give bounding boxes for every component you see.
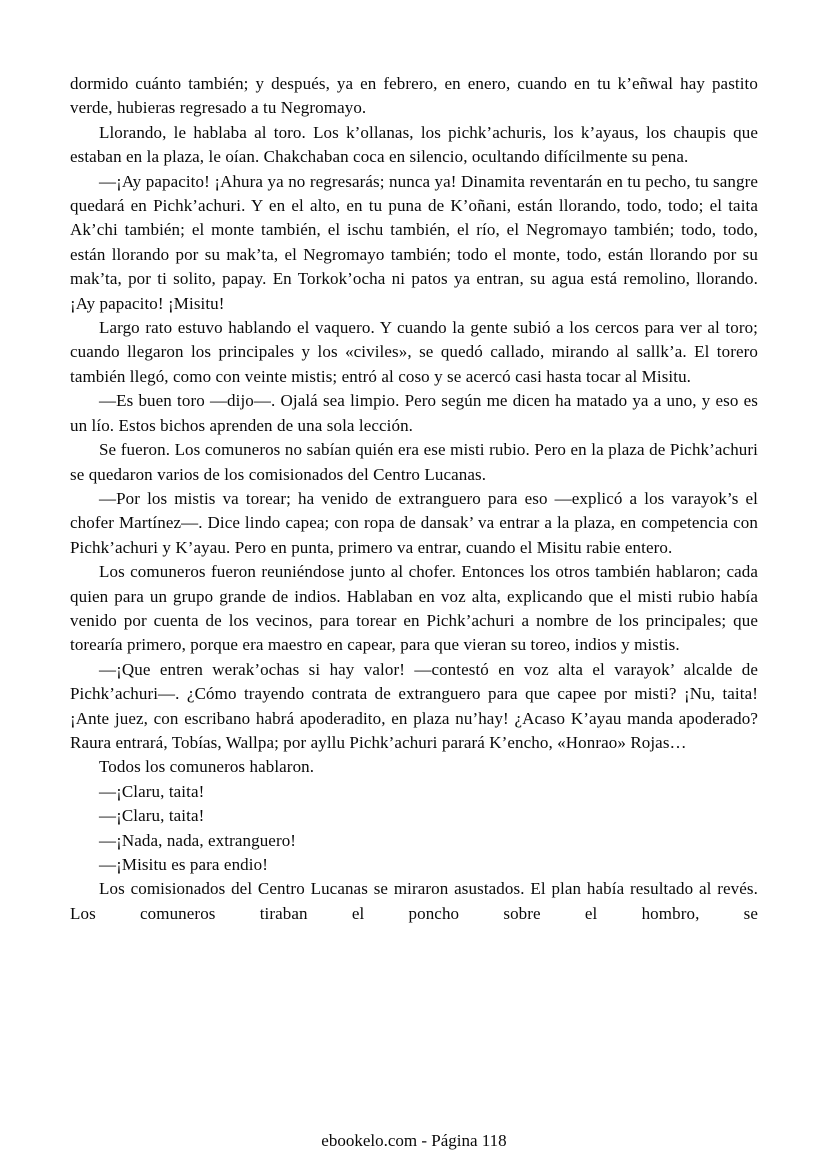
- paragraph: —¡Que entren werak’ochas si hay valor! —contestó en voz alta el varayok’ alcalde de Pichk’achuri—. ¿Cómo trayendo contrata de extranguero para que capee por misti? ¡Nu, taita! ¡Ante juez, con escribano habrá apoderadito, en plaza nu’hay! ¿Acaso K’ayau manda apoderado? Raura entrará, Tobías, Wallpa; por ayllu Pichk’achuri parará K’encho, «Honrao» Rojas…: [70, 659, 758, 752]
- paragraph: Todos los comuneros hablaron.: [99, 757, 315, 777]
- paragraph: —¡Ay papacito! ¡Ahura ya no regresarás; nunca ya! Dinamita reventarán en tu pecho, tu sangre quedará en Pichk’achuri. Y en el alto, en tu puna de K’oñani, están llorando, todo, todo; el taita Ak’chi también; el monte también, el ischu también, el río, el Negromayo también; todo, todo, están llorando por su mak’ta, el Negromayo también; todo el monte, todo, están llorando por su mak’ta, por ti solito, papay. En Torkok’ocha ni patos ya entran, su agua está remolino, llorando. ¡Ay papacito! ¡Misitu!: [70, 171, 758, 313]
- paragraph: Los comisionados del Centro Lucanas se miraron asustados. El plan había resultado al revés. Los comuneros tiraban el poncho sobre el hombro, se: [70, 879, 758, 923]
- paragraph: —¡Nada, nada, extranguero!: [99, 830, 297, 850]
- page-footer: ebookelo.com - Página 118: [321, 1131, 507, 1150]
- paragraph: —Por los mistis va torear; ha venido de extranguero para eso —explicó a los varayok’s el chofer Martínez—. Dice lindo capea; con ropa de dansak’ va entrar a la plaza, en competencia con Pichk’achuri y K’ayau. Pero en punta, primero va entrar, cuando el Misitu rabie entero.: [70, 488, 758, 557]
- paragraph: Largo rato estuvo hablando el vaquero. Y cuando la gente subió a los cercos para ver al toro; cuando llegaron los principales y los «civiles», se quedó callado, mirando al sallk’a. El torero también llegó, como con veinte mistis; entró al coso y se acercó casi hasta tocar al Misitu.: [70, 318, 758, 386]
- paragraph: Se fueron. Los comuneros no sabían quién era ese misti rubio. Pero en la plaza de Pichk’achuri se quedaron varios de los comisionados del Centro Lucanas.: [70, 440, 758, 484]
- paragraph: Llorando, le hablaba al toro. Los k’ollanas, los pichk’achuris, los k’ayaus, los chaupis que estaban en la plaza, le oían. Chakchaban coca en silencio, ocultando difícilmente su pena.: [70, 122, 758, 167]
- paragraph: —Es buen toro —dijo—. Ojalá sea limpio. Pero según me dicen ha matado ya a uno, y eso es un lío. Estos bichos aprenden de una sola lección.: [70, 391, 758, 435]
- paragraph: —¡Claru, taita!: [99, 806, 205, 826]
- paragraph: Los comuneros fueron reuniéndose junto al chofer. Entonces los otros también hablaron; cada quien para un grupo grande de indios. Hablaban en voz alta, explicando que el misti rubio había venido por cuenta de los vecinos, para torear en Pichk’achuri a nombre de los principales; que torearía primero, porque era maestro en capear, para que vieran su toreo, indios y mistis.: [70, 562, 758, 655]
- paragraph: dormido cuánto también; y después, ya en febrero, en enero, cuando en tu k’eñwal hay pastito verde, hubieras regresado a tu Negromayo.: [70, 74, 758, 118]
- paragraph: —¡Misitu es para endio!: [99, 855, 268, 874]
- page-text: [70, 72, 758, 926]
- paragraph: —¡Claru, taita!: [99, 781, 205, 801]
